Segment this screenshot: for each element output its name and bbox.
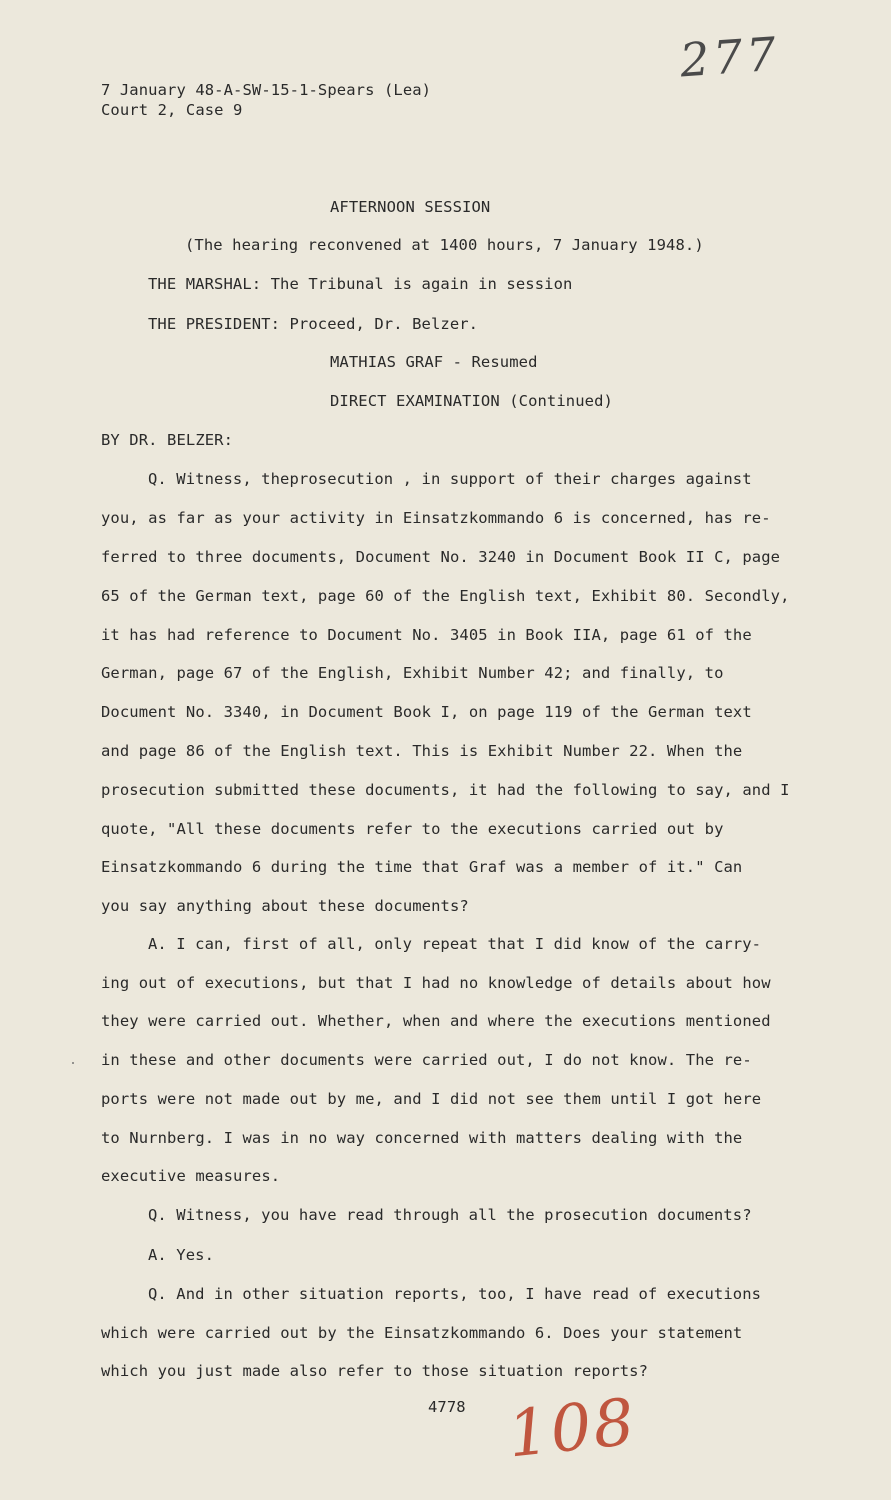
body-line: and page 86 of the English text. This is Exhibit Number 22. When the bbox=[101, 742, 743, 760]
witness-heading: MATHIAS GRAF - Resumed bbox=[330, 353, 538, 371]
margin-mark bbox=[72, 1062, 74, 1064]
examiner-line: BY DR. BELZER: bbox=[101, 431, 234, 449]
body-line: which were carried out by the Einsatzkommando 6. Does your statement bbox=[101, 1324, 743, 1342]
handwritten-folio-number: 108 bbox=[504, 1385, 640, 1473]
body-line: Einsatzkommando 6 during the time that Graf was a member of it." Can bbox=[101, 858, 743, 876]
page-number: 4778 bbox=[428, 1398, 466, 1416]
body-line: quote, "All these documents refer to the executions carried out by bbox=[101, 820, 724, 838]
body-line: Document No. 3340, in Document Book I, on page 119 of the German text bbox=[101, 703, 752, 721]
body-line: which you just made also refer to those situation reports? bbox=[101, 1362, 649, 1380]
body-line: you, as far as your activity in Einsatzkommando 6 is concerned, has re- bbox=[101, 509, 771, 527]
body-line: ferred to three documents, Document No. 3240 in Document Book II C, page bbox=[101, 548, 781, 566]
body-line: 65 of the German text, page 60 of the English text, Exhibit 80. Secondly, bbox=[101, 587, 790, 605]
marshal-line: THE MARSHAL: The Tribunal is again in session bbox=[148, 275, 573, 293]
body-line: in these and other documents were carried out, I do not know. The re- bbox=[101, 1051, 752, 1069]
body-line: Q. Witness, theprosecution , in support of their charges against bbox=[148, 470, 752, 488]
body-line: it has had reference to Document No. 3405 in Book IIA, page 61 of the bbox=[101, 626, 752, 644]
body-line: A. I can, first of all, only repeat that I did know of the carry- bbox=[148, 935, 762, 953]
body-line: prosecution submitted these documents, it had the following to say, and I bbox=[101, 781, 790, 799]
body-line: to Nurnberg. I was in no way concerned with matters dealing with the bbox=[101, 1129, 743, 1147]
session-note: (The hearing reconvened at 1400 hours, 7 January 1948.) bbox=[185, 236, 704, 254]
session-title: AFTERNOON SESSION bbox=[330, 198, 491, 216]
body-line: executive measures. bbox=[101, 1167, 281, 1185]
body-line: German, page 67 of the English, Exhibit Number 42; and finally, to bbox=[101, 664, 724, 682]
header-line-1: 7 January 48-A-SW-15-1-Spears (Lea) bbox=[101, 81, 432, 99]
body-line: you say anything about these documents? bbox=[101, 897, 469, 915]
body-line: they were carried out. Whether, when and where the executions mentioned bbox=[101, 1012, 771, 1030]
body-line: ing out of executions, but that I had no knowledge of details about how bbox=[101, 974, 771, 992]
examination-heading: DIRECT EXAMINATION (Continued) bbox=[330, 392, 613, 410]
header-line-2: Court 2, Case 9 bbox=[101, 101, 243, 119]
handwritten-page-number: 277 bbox=[678, 26, 782, 88]
body-line: Q. And in other situation reports, too, I have read of executions bbox=[148, 1285, 762, 1303]
president-line: THE PRESIDENT: Proceed, Dr. Belzer. bbox=[148, 315, 479, 333]
body-line: A. Yes. bbox=[148, 1246, 215, 1264]
body-line: Q. Witness, you have read through all the prosecution documents? bbox=[148, 1206, 752, 1224]
body-line: ports were not made out by me, and I did not see them until I got here bbox=[101, 1090, 762, 1108]
